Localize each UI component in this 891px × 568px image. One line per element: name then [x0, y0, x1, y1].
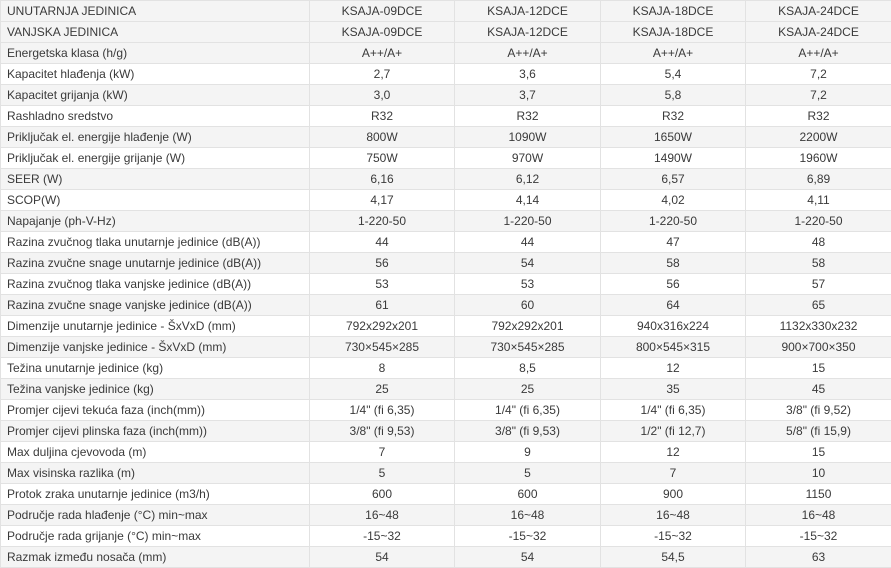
cell-value: -15~32 — [746, 526, 891, 547]
cell-value: -15~32 — [310, 526, 455, 547]
table-row — [1, 232, 891, 253]
row-label: Područje rada grijanje (°C) min~max — [1, 526, 310, 547]
cell-value: KSAJA-18DCE — [601, 22, 746, 43]
cell-value: 5 — [455, 463, 601, 484]
cell-value: 1/2" (fi 12,7) — [601, 421, 746, 442]
table-row — [1, 526, 891, 547]
cell-value: 2200W — [746, 127, 891, 148]
row-label: Protok zraka unutarnje jedinice (m3/h) — [1, 484, 310, 505]
cell-value: 57 — [746, 274, 891, 295]
cell-value: 1-220-50 — [310, 211, 455, 232]
row-label: SEER (W) — [1, 169, 310, 190]
cell-value: 1132x330x232 — [746, 316, 891, 337]
table-row — [1, 43, 891, 64]
cell-value: 1-220-50 — [455, 211, 601, 232]
cell-value: 3,7 — [455, 85, 601, 106]
cell-value: R32 — [455, 106, 601, 127]
row-label: Razina zvučnog tlaka vanjske jedinice (dB(A)) — [1, 274, 310, 295]
row-label: SCOP(W) — [1, 190, 310, 211]
cell-value: A++/A+ — [310, 43, 455, 64]
cell-value: 4,14 — [455, 190, 601, 211]
cell-value: A++/A+ — [601, 43, 746, 64]
table-row — [1, 505, 891, 526]
table-row — [1, 1, 891, 22]
cell-value: 61 — [310, 295, 455, 316]
cell-value: 16~48 — [601, 505, 746, 526]
cell-value: 7,2 — [746, 64, 891, 85]
cell-value: 750W — [310, 148, 455, 169]
table-row — [1, 379, 891, 400]
cell-value: 44 — [455, 232, 601, 253]
cell-value: 900×700×350 — [746, 337, 891, 358]
cell-value: 1/4" (fi 6,35) — [601, 400, 746, 421]
table-row — [1, 274, 891, 295]
spec-table-body — [1, 1, 891, 568]
row-label: Dimenzije unutarnje jedinice - ŠxVxD (mm) — [1, 316, 310, 337]
cell-value: 54 — [455, 547, 601, 568]
cell-value: KSAJA-09DCE — [310, 22, 455, 43]
cell-value: 45 — [746, 379, 891, 400]
cell-value: 53 — [310, 274, 455, 295]
cell-value: 5,8 — [601, 85, 746, 106]
cell-value: 65 — [746, 295, 891, 316]
table-row — [1, 463, 891, 484]
table-row — [1, 547, 891, 568]
row-label: Priključak el. energije hlađenje (W) — [1, 127, 310, 148]
row-label: VANJSKA JEDINICA — [1, 22, 310, 43]
table-row — [1, 400, 891, 421]
table-row — [1, 85, 891, 106]
cell-value: 35 — [601, 379, 746, 400]
cell-value: 730×545×285 — [455, 337, 601, 358]
cell-value: 58 — [601, 253, 746, 274]
cell-value: 10 — [746, 463, 891, 484]
cell-value: 600 — [455, 484, 601, 505]
cell-value: 1-220-50 — [601, 211, 746, 232]
table-row — [1, 442, 891, 463]
cell-value: 1960W — [746, 148, 891, 169]
cell-value: A++/A+ — [746, 43, 891, 64]
cell-value: 1650W — [601, 127, 746, 148]
cell-value: 3/8" (fi 9,53) — [455, 421, 601, 442]
row-label: Razina zvučne snage unutarnje jedinice (dB(A)) — [1, 253, 310, 274]
cell-value: 54,5 — [601, 547, 746, 568]
cell-value: 1090W — [455, 127, 601, 148]
row-label: Max duljina cjevovoda (m) — [1, 442, 310, 463]
cell-value: 25 — [455, 379, 601, 400]
cell-value: KSAJA-24DCE — [746, 22, 891, 43]
row-label: Dimenzije vanjske jedinice - ŠxVxD (mm) — [1, 337, 310, 358]
row-label: Područje rada hlađenje (°C) min~max — [1, 505, 310, 526]
table-row — [1, 316, 891, 337]
cell-value: 6,57 — [601, 169, 746, 190]
cell-value: 6,12 — [455, 169, 601, 190]
table-row — [1, 148, 891, 169]
cell-value: 47 — [601, 232, 746, 253]
row-label: Razina zvučne snage vanjske jedinice (dB(A)) — [1, 295, 310, 316]
cell-value: R32 — [310, 106, 455, 127]
cell-value: 730×545×285 — [310, 337, 455, 358]
cell-value: 16~48 — [310, 505, 455, 526]
cell-value: 1/4" (fi 6,35) — [310, 400, 455, 421]
cell-value: 54 — [310, 547, 455, 568]
table-row — [1, 64, 891, 85]
cell-value: 1-220-50 — [746, 211, 891, 232]
cell-value: 58 — [746, 253, 891, 274]
row-label: Težina vanjske jedinice (kg) — [1, 379, 310, 400]
table-row — [1, 337, 891, 358]
cell-value: 6,89 — [746, 169, 891, 190]
table-row — [1, 484, 891, 505]
cell-value: 64 — [601, 295, 746, 316]
cell-value: 800×545×315 — [601, 337, 746, 358]
cell-value: 3/8" (fi 9,52) — [746, 400, 891, 421]
cell-value: 792x292x201 — [310, 316, 455, 337]
cell-value: 5/8" (fi 15,9) — [746, 421, 891, 442]
cell-value: 792x292x201 — [455, 316, 601, 337]
cell-value: 4,17 — [310, 190, 455, 211]
cell-value: 12 — [601, 442, 746, 463]
cell-value: 800W — [310, 127, 455, 148]
table-row — [1, 358, 891, 379]
table-row — [1, 190, 891, 211]
cell-value: -15~32 — [455, 526, 601, 547]
cell-value: 7 — [601, 463, 746, 484]
row-label: Promjer cijevi tekuća faza (inch(mm)) — [1, 400, 310, 421]
cell-value: 940x316x224 — [601, 316, 746, 337]
cell-value: 1150 — [746, 484, 891, 505]
cell-value: 5,4 — [601, 64, 746, 85]
cell-value: 60 — [455, 295, 601, 316]
cell-value: 53 — [455, 274, 601, 295]
row-label: Razmak između nosača (mm) — [1, 547, 310, 568]
cell-value: R32 — [746, 106, 891, 127]
cell-value: 2,7 — [310, 64, 455, 85]
row-label: Max visinska razlika (m) — [1, 463, 310, 484]
cell-value: KSAJA-09DCE — [310, 1, 455, 22]
row-label: Promjer cijevi plinska faza (inch(mm)) — [1, 421, 310, 442]
table-row — [1, 253, 891, 274]
row-label: Razina zvučnog tlaka unutarnje jedinice (dB(A)) — [1, 232, 310, 253]
cell-value: 8 — [310, 358, 455, 379]
cell-value: 3,0 — [310, 85, 455, 106]
cell-value: 25 — [310, 379, 455, 400]
cell-value: 48 — [746, 232, 891, 253]
cell-value: 16~48 — [746, 505, 891, 526]
cell-value: -15~32 — [601, 526, 746, 547]
table-row — [1, 295, 891, 316]
row-label: Težina unutarnje jedinice (kg) — [1, 358, 310, 379]
cell-value: 4,11 — [746, 190, 891, 211]
cell-value: 3/8" (fi 9,53) — [310, 421, 455, 442]
cell-value: A++/A+ — [455, 43, 601, 64]
row-label: Energetska klasa (h/g) — [1, 43, 310, 64]
cell-value: KSAJA-18DCE — [601, 1, 746, 22]
table-row — [1, 211, 891, 232]
cell-value: 16~48 — [455, 505, 601, 526]
row-label: Rashladno sredstvo — [1, 106, 310, 127]
cell-value: R32 — [601, 106, 746, 127]
cell-value: 15 — [746, 442, 891, 463]
table-row — [1, 169, 891, 190]
cell-value: 1490W — [601, 148, 746, 169]
table-row — [1, 421, 891, 442]
cell-value: 600 — [310, 484, 455, 505]
cell-value: KSAJA-12DCE — [455, 22, 601, 43]
row-label: Priključak el. energije grijanje (W) — [1, 148, 310, 169]
cell-value: 63 — [746, 547, 891, 568]
cell-value: KSAJA-12DCE — [455, 1, 601, 22]
cell-value: 15 — [746, 358, 891, 379]
cell-value: 900 — [601, 484, 746, 505]
cell-value: 54 — [455, 253, 601, 274]
cell-value: 7 — [310, 442, 455, 463]
row-label: Kapacitet hlađenja (kW) — [1, 64, 310, 85]
cell-value: 8,5 — [455, 358, 601, 379]
row-label: Kapacitet grijanja (kW) — [1, 85, 310, 106]
cell-value: 4,02 — [601, 190, 746, 211]
cell-value: 56 — [601, 274, 746, 295]
cell-value: 9 — [455, 442, 601, 463]
cell-value: 44 — [310, 232, 455, 253]
cell-value: KSAJA-24DCE — [746, 1, 891, 22]
cell-value: 1/4" (fi 6,35) — [455, 400, 601, 421]
cell-value: 7,2 — [746, 85, 891, 106]
cell-value: 12 — [601, 358, 746, 379]
row-label: Napajanje (ph-V-Hz) — [1, 211, 310, 232]
cell-value: 3,6 — [455, 64, 601, 85]
cell-value: 5 — [310, 463, 455, 484]
table-row — [1, 22, 891, 43]
cell-value: 6,16 — [310, 169, 455, 190]
row-label: UNUTARNJA JEDINICA — [1, 1, 310, 22]
cell-value: 56 — [310, 253, 455, 274]
cell-value: 970W — [455, 148, 601, 169]
table-row — [1, 127, 891, 148]
table-row — [1, 106, 891, 127]
